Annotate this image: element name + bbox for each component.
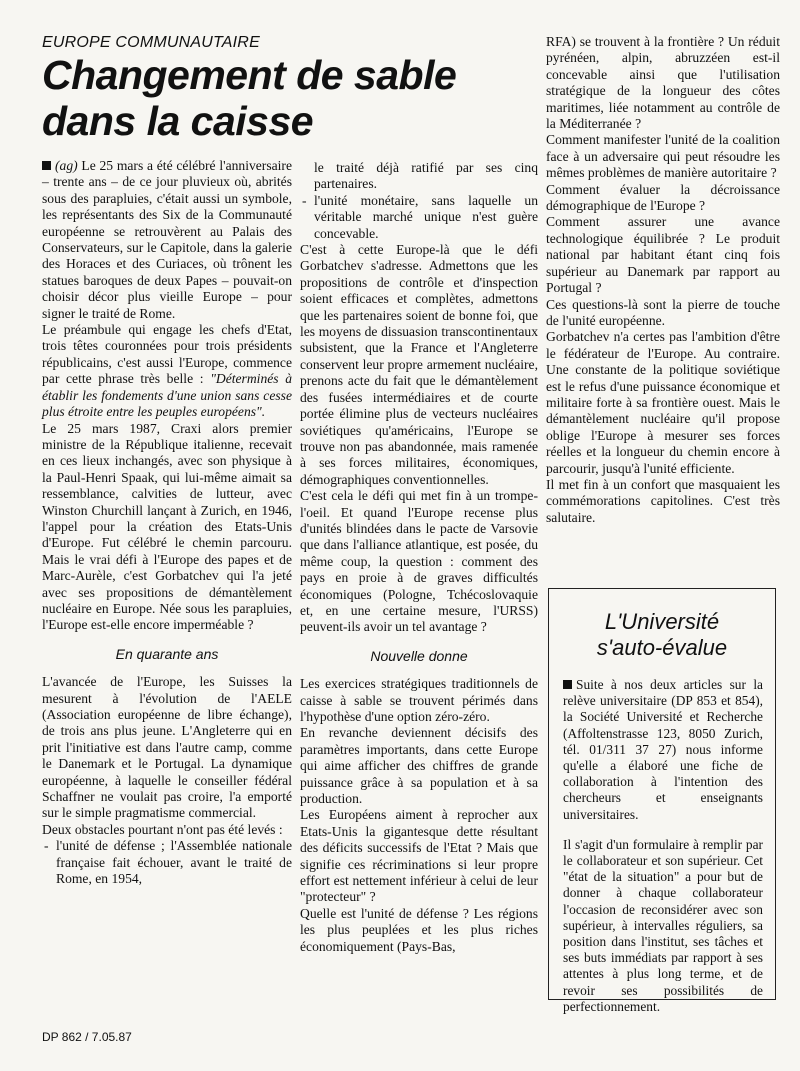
sidebar-box (548, 588, 776, 1014)
paragraph: L'avancée de l'Europe, les Suisses la mesurent à l'évolution de l'AELE (Association européenne de libre échange), de trois ans plus jeune. L'Angleterre qui en prit l'initiative est dans l'autre camp, comme le Danemark et le Portugal. La dynamique européenne, à laquelle le conseiller fédéral Schaffner ne voulait pas croire, l'a emporté sur le simple pragmatisme commercial. (42, 674, 292, 821)
sidebar-box-body (563, 677, 763, 1029)
headline-line-1: Changement de sable (42, 52, 457, 98)
article-headline (42, 52, 512, 144)
subheading: En quarante ans (115, 645, 219, 662)
box-title-line-1: L'Université (604, 609, 720, 634)
obstacle-list (300, 193, 538, 242)
issue-footer: DP 862 / 7.05.87 (42, 1030, 132, 1044)
box-title-line-2: s'auto-évalue (596, 635, 728, 660)
sidebar-box-title (549, 609, 775, 661)
paragraph: C'est cela le défi qui met fin à un trompe-l'oeil. Et quand l'Europe recense plus d'unités blindées dans le pacte de Varsovie que dans l'alliance atlantique, est posée, du même coup, la question : comment des pays en proie à de graves difficultés économiques (Pologne, Tchécoslovaquie et, en une certaine mesure, l'URSS) peuvent-ils avoir un tel avantage ? (300, 488, 538, 635)
paragraph (563, 677, 763, 823)
paragraph: Comment assurer une avance technologique équilibrée ? Le produit national par habitant étant cinq fois supérieur au Danemark par rapport au Portugal ? (546, 214, 780, 296)
list-item: - l'unité monétaire, sans laquelle un véritable marché unique n'est guère concevable. (314, 193, 538, 242)
paragraph: C'est à cette Europe-là que le défi Gorbatchev s'adresse. Admettons que les propositions de contrôle et d'inspection soient efficaces et complètes, admettons que les partenaires soient de bonne foi, que les moyens de dissuasion transcontinentaux subsistent, que la France et l'Angleterre conservent leur propre armement nucléaire, prenons acte du fait que le démantèlement des fusées intermédiaires et de courte portée élimine plus de vecteurs nucléaires soviétiques qu'américains, l'Europe se trouve non pas abandonnée, mais ramenée à ses forces militaires, économiques, démographiques conventionnelles. (300, 242, 538, 487)
paragraph: Deux obstacles pourtant n'ont pas été levés : (42, 821, 283, 837)
paragraph: Le 25 mars 1987, Craxi alors premier ministre de la République italienne, recevait en ces lieux inchangés, avec son physique à la Paul-Henri Spaak, qui lui-même aimait sa ressemblance, calvities de lutteur, avec Winston Churchill lançant à Zurich, en 1946, l'appel pour la création des Etats-Unis d'Europe. Fut célébré le chemin parcouru. Mais le vrai défi à l'Europe des papes et de Marc-Aurèle, c'est Gorbatchev qui l'a jeté avec ses propositions de démantèlement nucléaire en Europe. Née sous les parapluies, l'Europe est-elle encore imperméable ? (42, 420, 292, 633)
paragraph-continued: le traité déjà ratifié par ses cinq partenaires. (314, 160, 538, 192)
author-initials: (ag) (55, 158, 78, 173)
paragraph: Comment évaluer la décroissance démographique de l'Europe ? (546, 181, 780, 214)
paragraph-text: Le 25 mars a été célébré l'anniversaire – trente ans – de ce jour pluvieux où, abrités sous des parapluies, c'était aussi un symbole, les représentants des Six de la Communauté européenne se retrouvèrent au Palais des Conservateurs, sur le Capitole, dans la galerie des Horaces et des Curiaces, où trônent les statues baroques de deux Papes – pouvait-on choisir décor plus vieille Europe – pour signer le traité de Rome. (42, 158, 292, 321)
column-3 (546, 34, 780, 526)
subheading: Nouvelle donne (370, 647, 468, 664)
paragraph: Comment manifester l'unité de la coalition face à un adversaire qui peut résoudre les mêmes problèmes de manière autoritaire ? (546, 132, 780, 181)
paragraph: En revanche deviennent décisifs des paramètres importants, dans cette Europe qui aime afficher des chiffres de grande puissance grâce à sa population et à sa production. (300, 725, 538, 807)
column-2 (300, 160, 538, 955)
obstacle-list (42, 838, 292, 887)
paragraph (42, 158, 292, 322)
paragraph: Il s'agit d'un formulaire à remplir par le collaborateur et son supérieur. Cet "état de la situation" a pour but de donner à chaque collaborateur l'occasion de reconsidérer avec son supérieur, à intervalles réguliers, sa position dans l'institut, ses tâches et ses buts immédiats par rapport à ses attentes à plus long terme, et de revoir ses possibilités de perfectionnement. (563, 836, 763, 1014)
paragraph: Les Européens aiment à reprocher aux Etats-Unis la gigantesque dette résultant des déficits successifs de l'Etat ? Mais que signifie ces récriminations si leur propre effort est nettement inférieur à celui de leur "protecteur" ? (300, 807, 538, 905)
paragraph-text: Suite à nos deux articles sur la relève universitaire (DP 853 et 854), la Société Université et Recherche (Affoltenstrasse 123, 8050 Zurich, tél. 01/311 37 27) nous informe qu'elle a élaboré une fiche de collaboration à l'intention des chercheurs et enseignants universitaires. (563, 677, 763, 822)
headline-line-2: dans la caisse (42, 98, 314, 144)
section-label: EUROPE COMMUNAUTAIRE (42, 34, 260, 51)
paragraph (42, 322, 292, 420)
treaty-quote: "Déterminés à établir les fondements d'une union sans cesse plus étroite entre les peuples européens". (42, 371, 292, 420)
paragraph-text: Le préambule qui engage les chefs d'Etat, trois têtes couronnées pour trois présidents républicains, c'est aussi l'Europe, commence par cette phrase très belle : (42, 322, 292, 387)
paragraph-continued: RFA) se trouvent à la frontière ? Un réduit pyrénéen, alpin, abruzzéen est-il concevable ainsi que l'utilisation stratégique de la longueur des côtes maritimes, liée notamment au contrôle de la Méditerranée ? (546, 34, 780, 132)
bullet-square-icon (563, 680, 572, 689)
paragraph: Les exercices stratégiques traditionnels de caisse à sable se trouvent périmés dans l'hypothèse d'une option zéro-zéro. (300, 676, 538, 724)
paragraph: Il met fin à un confort que masquaient les commémorations capitolines. C'est très salutaire. (546, 476, 780, 525)
bullet-square-icon (42, 161, 51, 170)
list-item: - l'unité de défense ; l'Assemblée nationale française fait échouer, avant le traité de Rome, en 1954, (56, 838, 292, 887)
paragraph: Quelle est l'unité de défense ? Les régions les plus peuplées et les plus riches économiquement (Pays-Bas, (300, 905, 538, 954)
column-1 (42, 158, 292, 887)
paragraph: Ces questions-là sont la pierre de touche de l'unité européenne. (546, 296, 780, 328)
paragraph: Gorbatchev n'a certes pas l'ambition d'être le fédérateur de l'Europe. Au contraire. Une constante de la politique soviétique est le refus d'une puissance économique et militaire forte à sa frontière ouest. Mais le démantèlement nucléaire qu'il propose oblige l'Europe à mesurer ses forces réelles et la longueur du chemin encore à parcourir, jusqu'à l'unité efficiente. (546, 329, 780, 476)
